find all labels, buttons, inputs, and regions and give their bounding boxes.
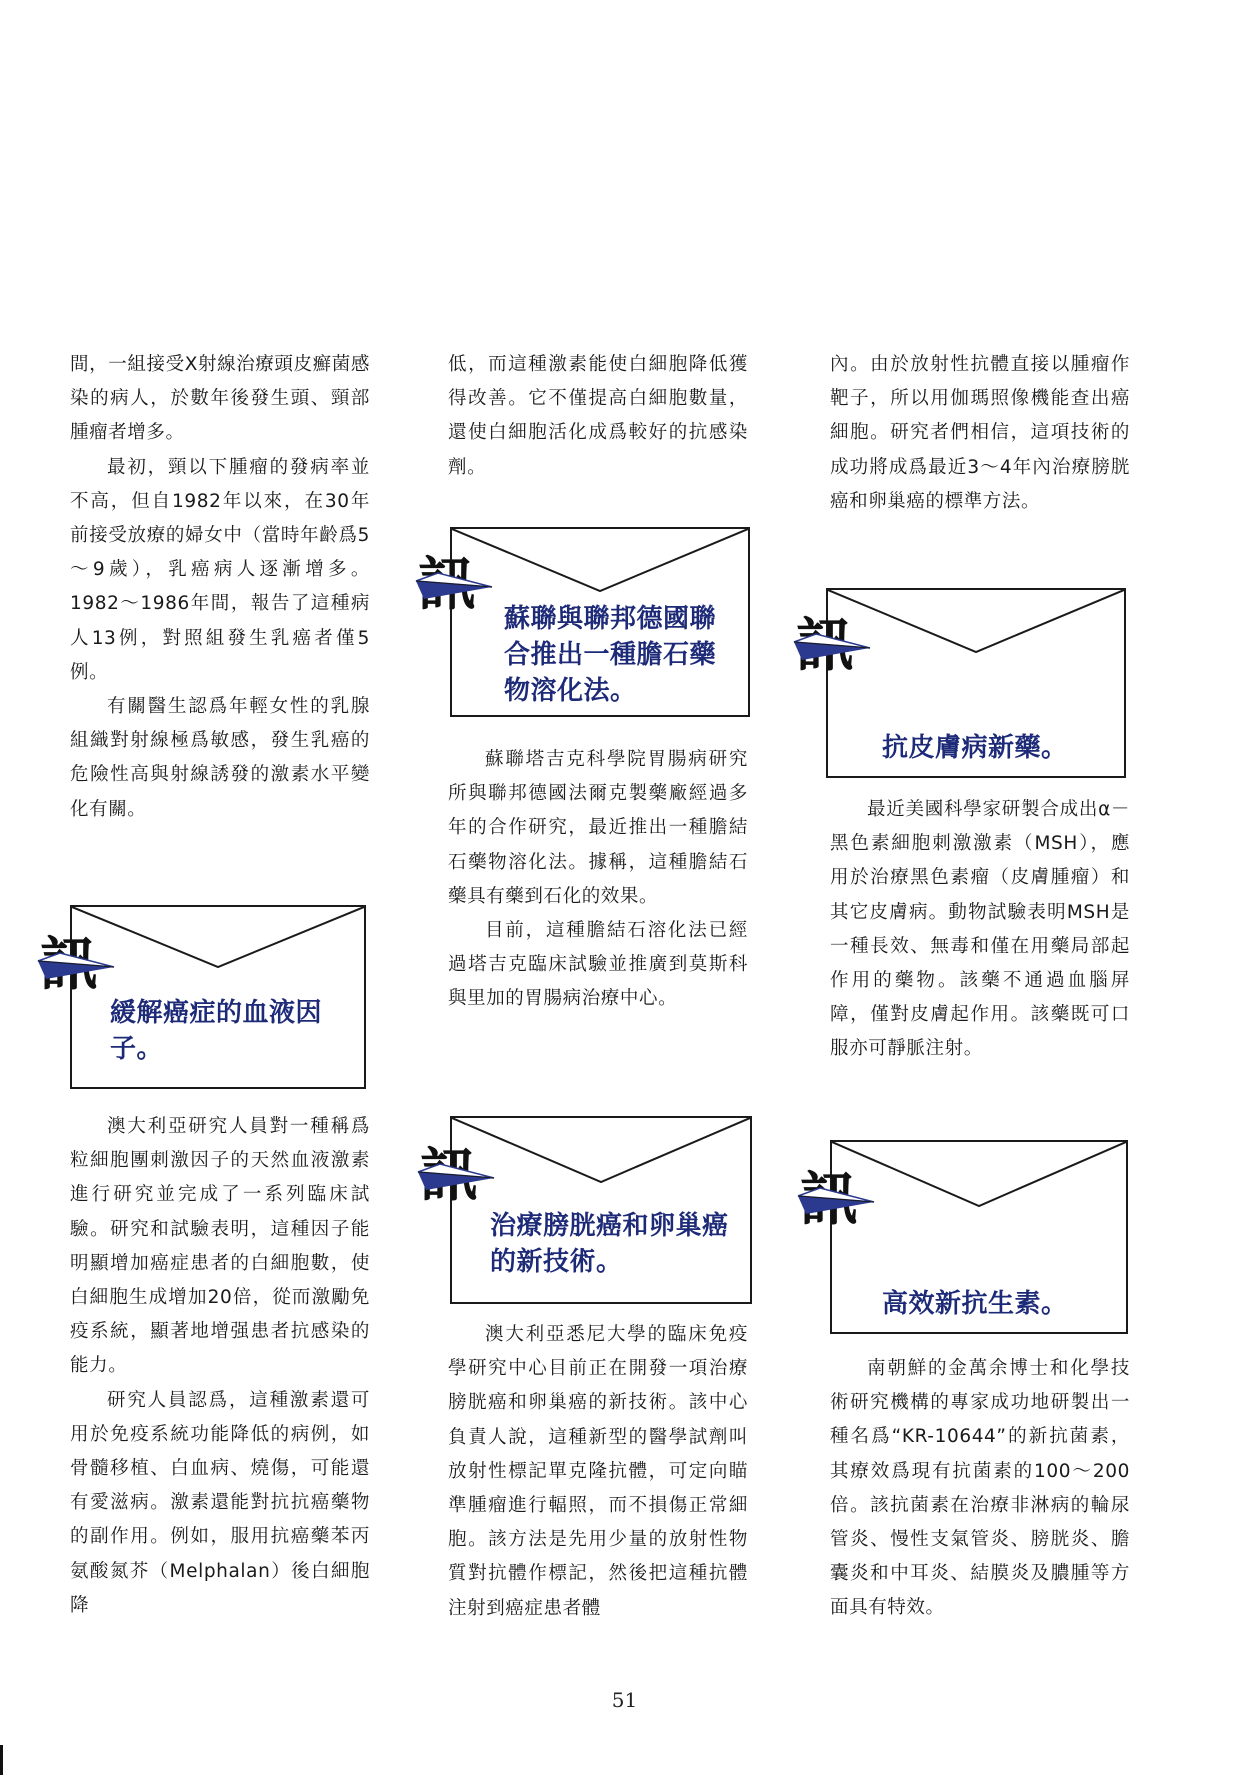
paragraph: 內。由於放射性抗體直接以腫瘤作靶子，所以用伽瑪照像機能查出癌細胞。研究者們相信，這項技術的成功將成爲最近3～4年內治療膀胱癌和卵巢癌的標準方法。 [830,354,1130,512]
paragraph: 研究人員認爲，這種激素還可用於免疫系統功能降低的病例，如骨髓移植、白血病、燒傷，可能還有愛滋病。激素還能對抗抗癌藥物的副作用。例如，服用抗癌藥苯丙氨酸氮芥（Melphalan）後白細胞降 [70,1389,370,1616]
paragraph: 南朝鮮的金萬余博士和化學技術研究機構的專家成功地研製出一種名爲“KR-10644”的新抗菌素，其療效爲現有抗菌素的100～200倍。該抗菌素在治療非淋病的輪尿管炎、慢性支氣管炎、膀胱炎、膽囊炎和中耳炎、結膜炎及膿腫等方面具有特效。 [830,1358,1130,1619]
article-title: 治療膀胱癌和卵巢癌的新技術。 [490,1211,729,1277]
article-header-skin-drug [796,588,1136,780]
page-number: 51 [611,1688,638,1712]
paper-plane-icon [792,624,872,664]
paper-plane-icon [36,943,116,983]
article-title: 緩解癌症的血液因子。 [110,998,323,1064]
paragraph: 低，而這種激素能使白細胞降低獲得改善。它不僅提高白細胞數量，還使白細胞活化成爲較好的抗感染劑。 [448,354,748,478]
paper-plane-icon [414,563,494,603]
middle-column-continuation [448,348,748,485]
article-body-skin-drug [830,793,1130,1067]
article-title: 高效新抗生素。 [882,1289,1068,1319]
right-column-continuation [830,348,1130,519]
article-body-bladder-cancer [448,1318,748,1626]
paragraph: 間，一組接受X射線治療頭皮癬菌感染的病人，於數年後發生頭、頸部腫瘤者增多。 [70,354,370,444]
article-title: 蘇聯與聯邦德國聯合推出一種膽石藥物溶化法。 [504,604,717,706]
paragraph: 有關醫生認爲年輕女性的乳腺組織對射線極爲敏感，發生乳癌的危險性高與射線誘發的激素水平變化有關。 [70,696,370,820]
paragraph: 目前，這種膽結石溶化法已經過塔吉克臨床試驗並推廣到莫斯科與里加的胃腸病治療中心。 [448,920,748,1010]
paragraph: 蘇聯塔吉克科學院胃腸病研究所與聯邦德國法爾克製藥廠經過多年的合作研究，最近推出一種膽結石藥物溶化法。據稱，這種膽結石藥具有藥到石化的效果。 [448,749,748,907]
article-header-blood-factor [40,905,370,1095]
left-column-continuation [70,348,370,827]
paper-plane-icon [796,1178,876,1218]
paragraph: 最近美國科學家研製合成出α－黑色素細胞刺激激素（MSH），應用於治療黑色素瘤（皮膚腫瘤）和其它皮膚病。動物試驗表明MSH是一種長效、無毒和僅在用藥局部起作用的藥物。該藥不通過血腦屏障，僅對皮膚起作用。該藥既可口服亦可靜脈注射。 [830,799,1130,1060]
paragraph: 澳大利亞悉尼大學的臨床免疫學研究中心目前正在開發一項治療膀胱癌和卵巢癌的新技術。該中心負責人說，這種新型的醫學試劑叫放射性標記單克隆抗體，可定向瞄準腫瘤進行輻照，而不損傷正常細胞。該方法是先用少量的放射性物質對抗體作標記，然後把這種抗體注射到癌症患者體 [448,1324,748,1619]
scan-edge-mark [0,1745,3,1775]
article-body-antibiotic [830,1352,1130,1626]
article-body-gallstone [448,743,748,1017]
article-header-bladder-cancer [420,1116,760,1306]
paper-plane-icon [416,1154,496,1194]
article-header-gallstone [418,527,758,717]
article-header-antibiotic [800,1140,1140,1336]
paragraph: 最初，頸以下腫瘤的發病率並不高，但自1982年以來，在30年前接受放療的婦女中（當時年齡爲5～9歲），乳癌病人逐漸增多。1982～1986年間，報告了這種病人13例，對照組發生乳癌者僅5例。 [70,456,370,683]
article-title: 抗皮膚病新藥。 [882,733,1068,763]
article-body-blood-factor [70,1110,370,1623]
paragraph: 澳大利亞研究人員對一種稱爲粒細胞團刺激因子的天然血液激素進行研究並完成了一系列臨床試驗。研究和試驗表明，這種因子能明顯增加癌症患者的白細胞數，使白細胞生成增加20倍，從而激勵免疫系統，顯著地增强患者抗感染的能力。 [70,1116,370,1377]
